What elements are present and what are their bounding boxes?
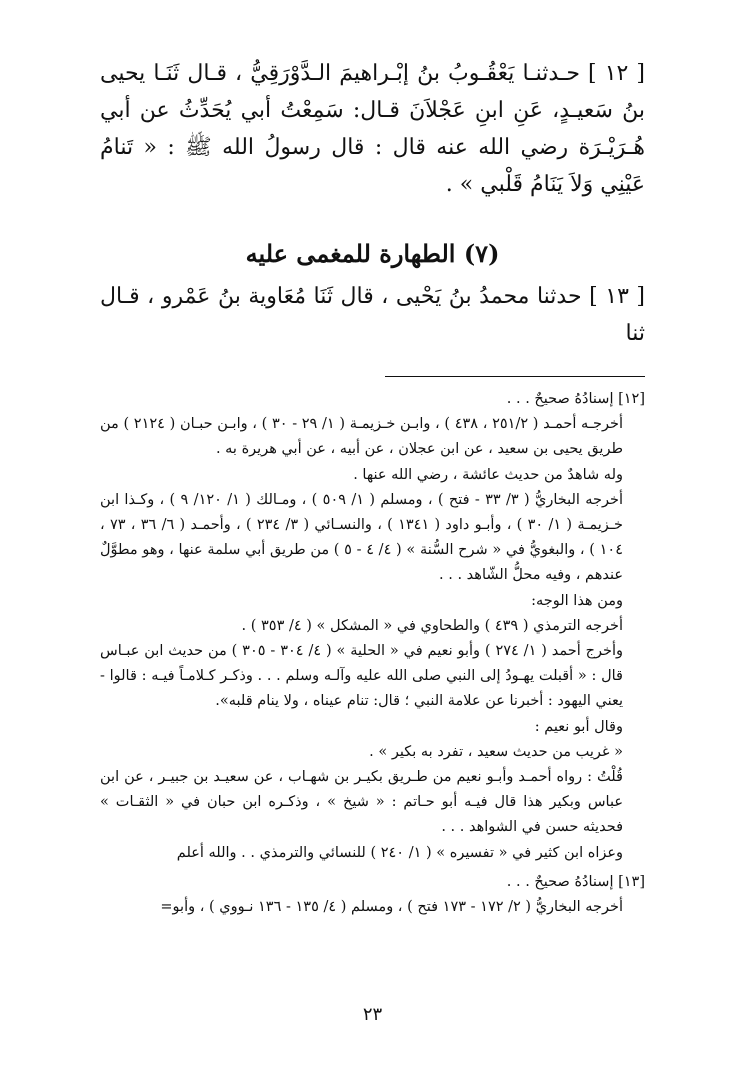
footnote-12-paragraph: وله شاهدٌ من حديث عائشة ، رضي الله عنها .: [353, 466, 623, 483]
page-number: ٢٣: [362, 1004, 383, 1025]
footnote-12-paragraph: وأخرج أحمد ( ١/ ٢٧٤ ) وأبو نعيم في « الحلية » ( ٤/ ٣٠٤ - ٣٠٥ ) من حديث ابن عبـاس قال : « أقبلت يهـودُ إلى النبي صلى الله عليه وآلـه وسلم . . . وذكـر كـلامـاً فيـه : قالوا - يعني اليهود : أخبرنا عن علامة النبي ؛ قال: تنام عيناه ، ولا ينام قلبه».: [100, 643, 623, 710]
footnote-13-paragraph: أخرجه البخاريُّ ( ٢/ ١٧٢ - ١٧٣ فتح ) ، ومسلم ( ٤/ ١٣٥ - ١٣٦ نـووي ) ، وأبو=: [160, 899, 623, 916]
footnote-12-paragraph: وعزاه ابن كثير في « تفسيره » ( ١/ ٢٤٠ ) للنسائي والترمذي . . والله أعلم: [176, 844, 623, 861]
footnote-12-title: [١٢] إسنادُهُ صحيحٌ . . .: [506, 391, 645, 407]
footnote-12-paragraph: « غريب من حديث سعيد ، تفرد به بكير » .: [369, 743, 623, 760]
footnotes: [100, 387, 645, 920]
footnote-13-title: [١٣] إسنادُهُ صحيحٌ . . .: [506, 873, 645, 890]
footnote-divider: [385, 376, 645, 377]
footnote-12-paragraph: ومن هذا الوجه:: [531, 592, 623, 609]
main-text: [100, 55, 645, 352]
footnote-12-paragraph: أخرجه البخاريُّ ( ٣/ ٣٣ - فتح ) ، ومسلم ( ١/ ٥٠٩ ) ، ومـالك ( ١/ ١٢٠/ ٩ ) ، وكـذا ابن خـزيمـة ( ١/ ٣٠ ) ، وأبـو داود ( ١٣٤١ ) ، والنسـائي ( ٣/ ٢٣٤ ) ، وأحمـد ( ٦/ ٣٦ ، ٧٣ ، ١٠٤ ) ، والبغويُّ في « شرح السُّنة » ( ٤/ ٤ - ٥ ) من طريق أبي سلمة عنها ، وهو مطوَّلٌ عندهم ، وفيه محلُّ الشّاهد . . .: [100, 491, 623, 584]
footnote-12-paragraph: أخرجـه أحمـد ( ٢٥١/٢ ، ٤٣٨ ) ، وابـن خـزيمـة ( ١/ ٢٩ - ٣٠ ) ، وابـن حبـان ( ٢١٢٤ ) من طريق يحيى بن سعيد ، عن ابن عجلان ، عن أبيه ، عن أبي هريرة به .: [100, 416, 624, 458]
footnote-12-paragraph: قُلْتُ : رواه أحمـد وأبـو نعيم من طـريق بكيـر بن شهـاب ، عن سعيـد بن جبيـر ، عن ابن عباس وبكير هذا قال فيـه أبو حـاتم : « شيخ » ، وذكـره ابن حبان في « الثقـات » فحديثه حسن في الشواهد . . .: [100, 769, 623, 836]
hadith-12-text: [ ١٢ ] حـدثنـا يَعْقُـوبُ بنُ إبْـراهيمَ الـدَّوْرَقِيُّ ، قـال ثَنَـا يحيى بنُ سَعيـدٍ، عَنِ ابنِ عَجْلاَنَ قـال: سَمِعْتُ أبي يُحَدِّثُ عن أبي هُـرَيْـرَة رضي الله عنه قال : قال رسولُ الله ﷺ : « تَنامُ عَيْنِي وَلاَ يَنَامُ قَلْبي » .: [100, 61, 645, 197]
chapter-heading: (٧) الطهارة للمغمى عليه: [245, 239, 500, 268]
hadith-13-text: [ ١٣ ] حدثنا محمدُ بنُ يَحْيى ، قال ثَنَا مُعَاوية بنُ عَمْرو ، قـال ثنا: [100, 284, 646, 346]
footnote-12-paragraph: وقال أبو نعيم :: [534, 718, 623, 735]
footnote-12-paragraph: أخرجه الترمذي ( ٤٣٩ ) والطحاوي في « المشكل » ( ٤/ ٣٥٣ ) .: [241, 617, 623, 634]
